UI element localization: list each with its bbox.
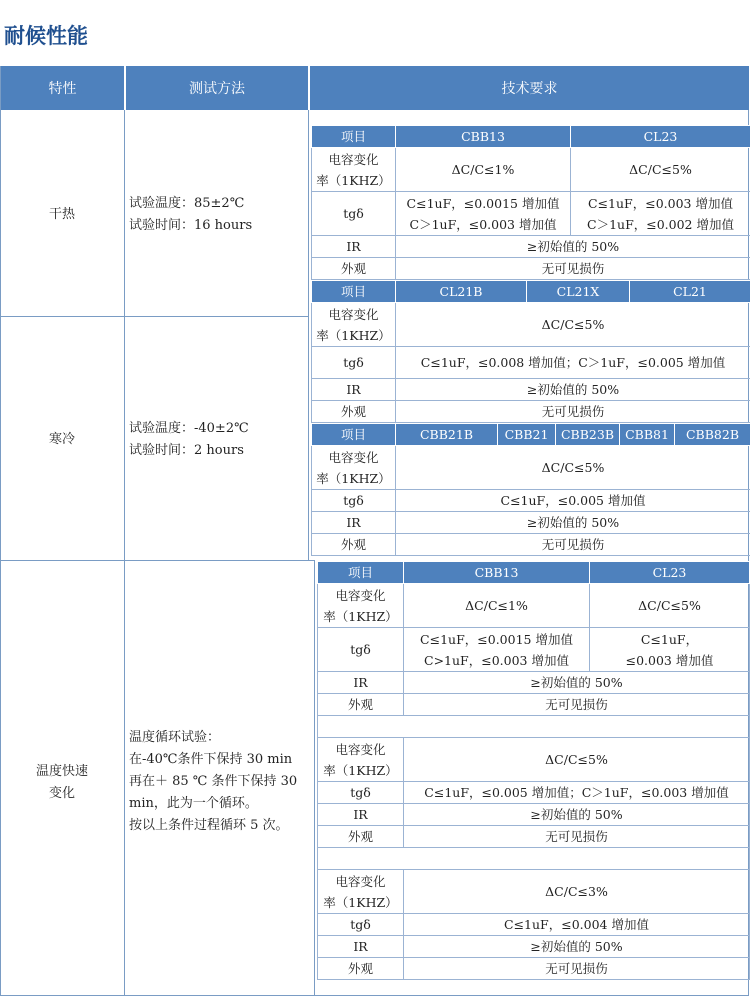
tg-value: C≤1uF，≤0.005 增加值；C＞1uF，≤0.003 增加值 [404,782,750,804]
ir-label: IR [318,936,404,958]
cap-change-value: ΔC/C≤1% [404,584,590,628]
cap-change-label: 电容变化 率（1KHZ） [312,446,396,490]
method-cold: 试验温度：-40±2℃ 试验时间：2 hours [129,421,249,458]
cap-change-value: ΔC/C≤5% [571,148,750,192]
appearance-label: 外观 [312,258,396,280]
cap-change-value: ΔC/C≤5% [590,584,750,628]
ir-value: ≥初始值的 50% [404,804,750,826]
table-row [318,804,750,826]
table-row [312,303,750,347]
table-row [318,628,750,672]
model-header: CBB82B [675,424,750,446]
item-header: 项目 [312,424,396,446]
model-header: CBB13 [396,126,571,148]
table-row [312,379,750,401]
spec-table-rapid-change [317,561,750,980]
cap-change-value: ΔC/C≤5% [396,446,750,490]
appearance-value: 无可见损伤 [404,826,750,848]
table-row [318,738,750,782]
cap-change-label: 电容变化 率（1KHZ） [312,303,396,347]
table-row [312,192,750,236]
tg-label: tgδ [318,914,404,936]
model-header: CL23 [571,126,750,148]
table-row [318,716,750,738]
tg-label: tgδ [312,347,396,379]
ir-label: IR [312,379,396,401]
ir-label: IR [318,672,404,694]
model-header: CBB81 [620,424,675,446]
cap-change-value: ΔC/C≤5% [396,303,750,347]
appearance-label: 外观 [318,826,404,848]
table-row [312,534,750,556]
spec-table-cold-cbb [311,423,750,556]
ir-value: ≥初始值的 50% [396,512,750,534]
section-name-rapid-temp-change: 温度快速 变化 [35,764,88,801]
ir-value: ≥初始值的 50% [404,672,750,694]
cap-change-value: ΔC/C≤3% [404,870,750,914]
appearance-value: 无可见损伤 [404,958,750,980]
table-row [312,281,750,303]
tg-label: tgδ [312,490,396,512]
appearance-value: 无可见损伤 [396,258,750,280]
table-row [312,236,750,258]
item-header: 项目 [312,126,396,148]
table-row [318,958,750,980]
method-rapid-temp-change: 温度循环试验： 在-40℃条件下保持 30 min 再在＋ 85 ℃ 条件下保持 30 min，此为一个循环。 按以上条件过程循环 5 次。 [129,730,298,833]
appearance-label: 外观 [312,401,396,423]
table-row [312,424,750,446]
cap-change-label: 电容变化 率（1KHZ） [318,870,404,914]
appearance-value: 无可见损伤 [396,534,750,556]
appearance-label: 外观 [318,958,404,980]
tg-label: tgδ [312,192,396,236]
cap-change-label: 电容变化 率（1KHZ） [318,738,404,782]
table-row [318,826,750,848]
table-row [312,401,750,423]
page-title: 耐候性能 [4,24,88,48]
tg-value: C≤1uF， ≤0.003 增加值 [590,628,750,672]
table-row [312,347,750,379]
appearance-value: 无可见损伤 [404,694,750,716]
appearance-value: 无可见损伤 [396,401,750,423]
appearance-label: 外观 [318,694,404,716]
model-header: CL21B [396,281,527,303]
ir-value: ≥初始值的 50% [396,379,750,401]
table-row [318,562,750,584]
spacer-row [318,848,750,870]
model-header: CBB23B [556,424,620,446]
cap-change-value: ΔC/C≤1% [396,148,571,192]
spacer-row [318,716,750,738]
tg-value: C≤1uF，≤0.0015 增加值 C＞1uF，≤0.003 增加值 [396,192,571,236]
table-row [318,870,750,914]
table-row [312,490,750,512]
tg-value: C≤1uF，≤0.003 增加值 C＞1uF，≤0.002 增加值 [571,192,750,236]
table-row [312,258,750,280]
spec-table-cold-cl21 [311,280,750,423]
ir-label: IR [318,804,404,826]
cap-change-value: ΔC/C≤5% [404,738,750,782]
model-header: CBB21B [396,424,498,446]
table-row [318,782,750,804]
tg-value: C≤1uF，≤0.005 增加值 [396,490,750,512]
section-name-cold: 寒冷 [48,432,75,447]
table-row [318,672,750,694]
table-row [318,584,750,628]
ir-value: ≥初始值的 50% [404,936,750,958]
table-row [312,512,750,534]
appearance-label: 外观 [312,534,396,556]
method-dry-heat: 试验温度：85±2℃ 试验时间：16 hours [129,196,253,233]
col-divider [124,110,125,996]
section-name-dry-heat: 干热 [48,207,75,222]
tg-value: C≤1uF，≤0.0015 增加值 C>1uF，≤0.003 增加值 [404,628,590,672]
table-row [318,936,750,958]
item-header: 项目 [312,281,396,303]
ir-label: IR [312,236,396,258]
item-header: 项目 [318,562,404,584]
ir-label: IR [312,512,396,534]
spec-table-dry-heat [311,125,750,280]
header-test-method: 测试方法 [126,66,308,110]
row-divider [0,560,314,561]
cap-change-label: 电容变化 率（1KHZ） [318,584,404,628]
model-header: CL21X [527,281,630,303]
model-header: CBB13 [404,562,590,584]
model-header: CL23 [590,562,750,584]
table-row [318,848,750,870]
table-row [318,694,750,716]
tg-value: C≤1uF，≤0.008 增加值；C＞1uF，≤0.005 增加值 [396,347,750,379]
model-header: CL21 [630,281,750,303]
table-row [312,446,750,490]
tg-label: tgδ [318,782,404,804]
row-divider [0,316,308,317]
header-requirements: 技术要求 [310,66,749,110]
model-header: CBB21 [498,424,556,446]
header-characteristic: 特性 [1,66,124,110]
table-row [312,148,750,192]
tg-label: tgδ [318,628,404,672]
cap-change-label: 电容变化 率（1KHZ） [312,148,396,192]
table-row [318,914,750,936]
ir-value: ≥初始值的 50% [396,236,750,258]
col-divider [314,560,315,996]
col-divider [308,110,309,560]
table-row [312,126,750,148]
tg-value: C≤1uF，≤0.004 增加值 [404,914,750,936]
